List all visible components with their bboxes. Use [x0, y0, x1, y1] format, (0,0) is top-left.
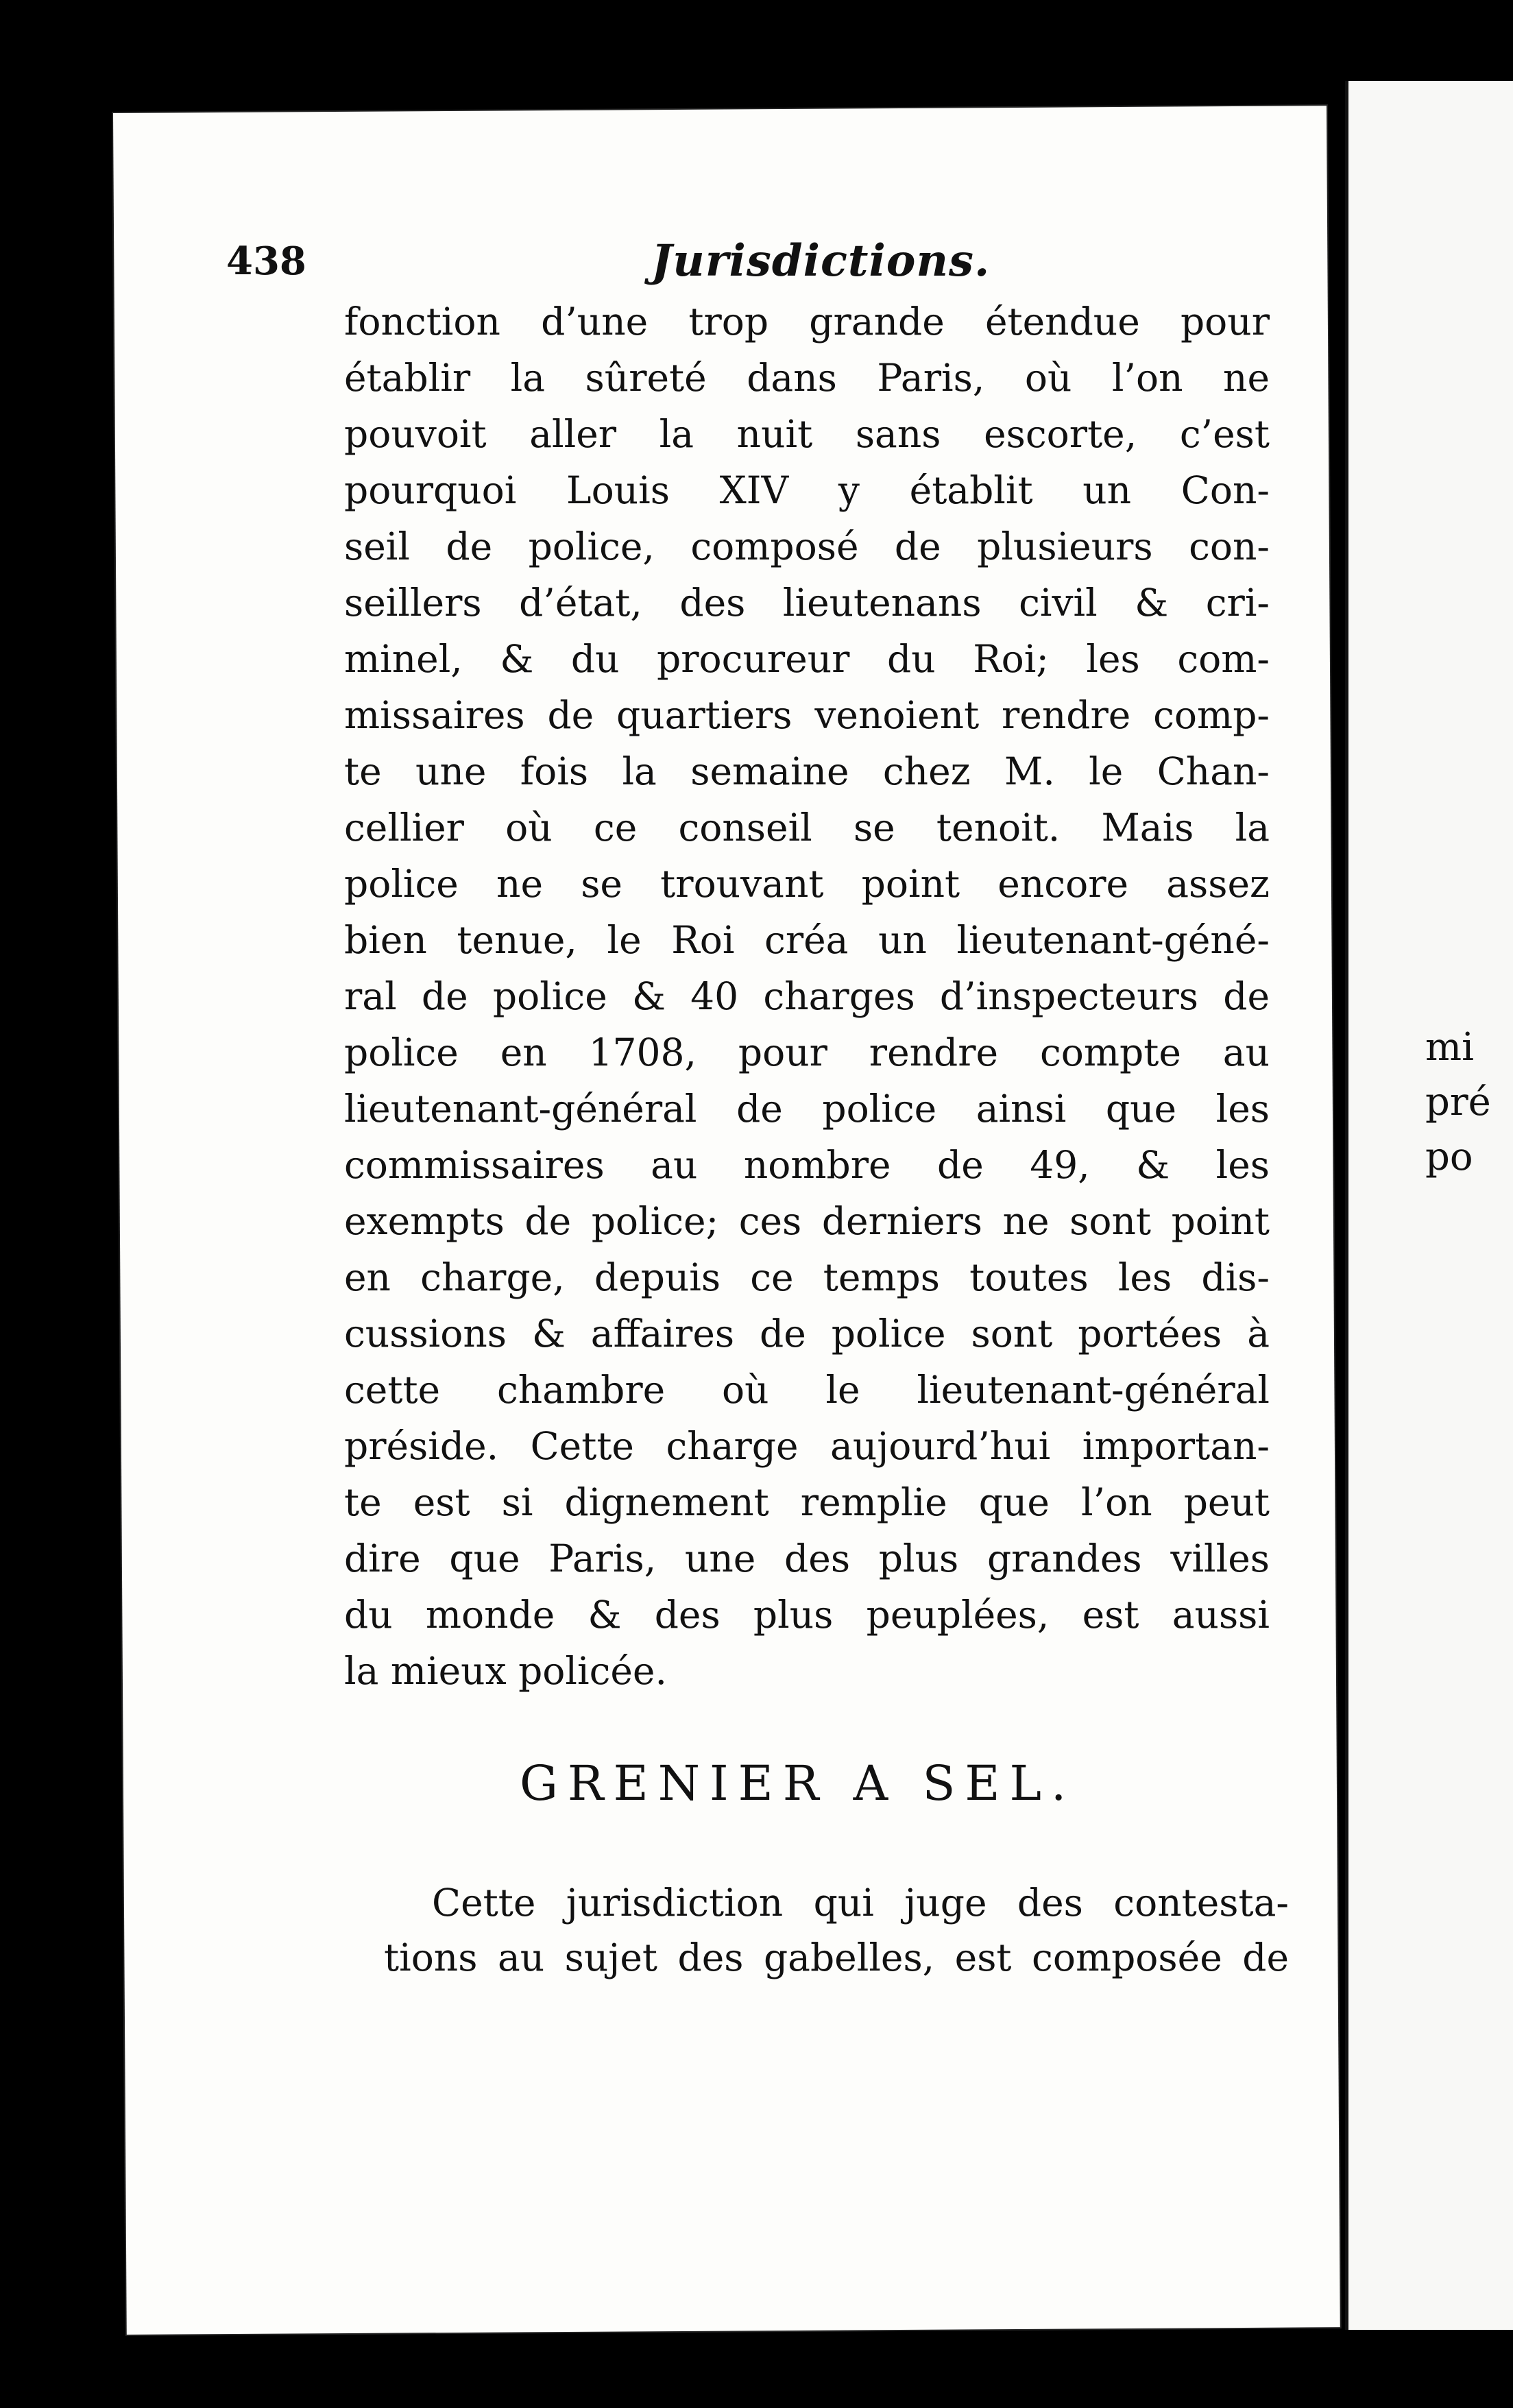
text-line: cette chambre où le lieutenant-général — [344, 1368, 1270, 1412]
body-text — [344, 293, 1270, 1699]
facing-page-fragment: po — [1425, 1135, 1473, 1179]
facing-page-fragment: mi — [1425, 1025, 1475, 1070]
text-line: minel, & du procureur du Roi; les com- — [344, 637, 1270, 681]
text-line: dire que Paris, une des plus grandes villes — [344, 1537, 1270, 1580]
text-line: tions au sujet des gabelles, est composée de — [384, 1936, 1289, 1979]
facing-page-fragment: pré — [1425, 1080, 1491, 1124]
text-line: pourquoi Louis XIV y établit un Con- — [344, 468, 1270, 512]
text-line: lieutenant-général de police ainsi que les — [344, 1087, 1270, 1131]
text-line: missaires de quartiers venoient rendre comp- — [344, 693, 1270, 737]
text-line: Cette jurisdiction qui juge des contesta- — [432, 1881, 1289, 1925]
text-line: pouvoit aller la nuit sans escorte, c’est — [344, 412, 1270, 456]
text-line: te est si dignement remplie que l’on peut — [344, 1480, 1270, 1524]
text-line: établir la sûreté dans Paris, où l’on ne — [344, 356, 1270, 400]
page-number: 438 — [226, 239, 306, 284]
text-line: fonction d’une trop grande étendue pour — [344, 300, 1270, 344]
text-line: cellier où ce conseil se tenoit. Mais la — [344, 806, 1270, 850]
text-line: cussions & affaires de police sont portées à — [344, 1312, 1270, 1356]
text-line: seillers d’état, des lieutenans civil & cri- — [344, 581, 1270, 625]
text-line: commissaires au nombre de 49, & les — [344, 1143, 1270, 1187]
text-line: bien tenue, le Roi créa un lieutenant-géné- — [344, 918, 1270, 962]
text-line: police en 1708, pour rendre compte au — [344, 1031, 1270, 1074]
text-line: du monde & des plus peuplées, est aussi — [344, 1593, 1270, 1637]
section-title: GRENIER A SEL. — [520, 1755, 1076, 1811]
text-line: en charge, depuis ce temps toutes les dis- — [344, 1255, 1270, 1299]
text-line: police ne se trouvant point encore assez — [344, 862, 1270, 906]
text-line: ral de police & 40 charges d’inspecteurs de — [344, 974, 1270, 1018]
text-line: préside. Cette charge aujourd’hui importan- — [344, 1424, 1270, 1468]
facing-page-edge — [1345, 81, 1513, 2330]
section-text — [384, 1875, 1289, 1985]
text-line: te une fois la semaine chez M. le Chan- — [344, 749, 1270, 793]
running-head: Jurisdictions. — [651, 235, 991, 287]
text-line: exempts de police; ces derniers ne sont point — [344, 1199, 1270, 1243]
text-line: la mieux policée. — [344, 1649, 667, 1693]
text-line: seil de police, composé de plusieurs con- — [344, 525, 1270, 568]
